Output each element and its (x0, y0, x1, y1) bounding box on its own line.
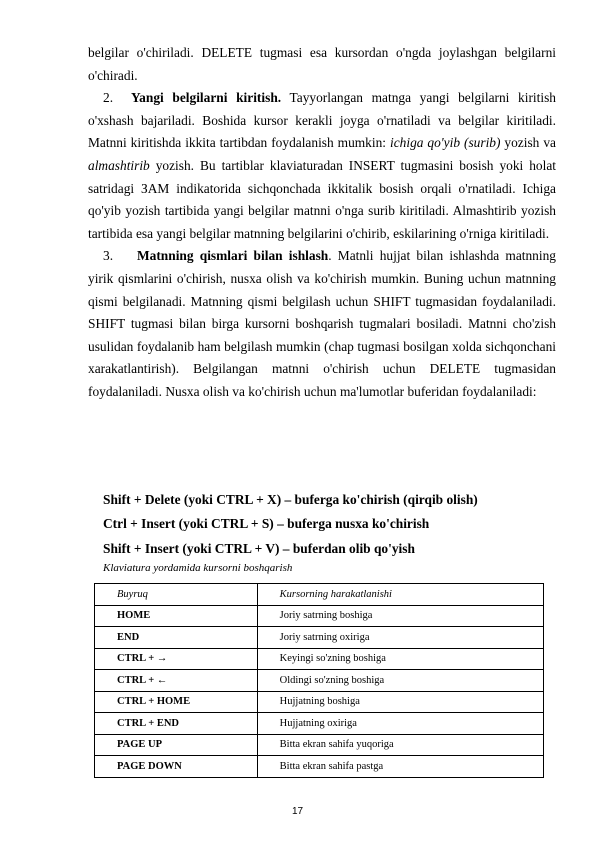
table-row (95, 627, 544, 649)
action-cell: Oldingi so'zning boshiga (257, 670, 543, 692)
item-number: 3. (103, 248, 114, 264)
key-cell: CTRL + HOME (95, 691, 258, 713)
item-title: Yangi belgilarni kiritish. (131, 90, 282, 106)
key-cell: PAGE UP (95, 734, 258, 756)
command-line: Shift + Delete (yoki CTRL + X) – buferga ko'chirish (qirqib olish) (103, 492, 478, 507)
text-run: yozish va (500, 135, 556, 151)
key-cell: CTRL + → (95, 648, 258, 670)
page-number: 17 (291, 806, 304, 817)
paragraph-3 (88, 245, 556, 403)
header-cell: Buyruq (95, 584, 258, 606)
key-cell: PAGE DOWN (95, 756, 258, 778)
key-cell: CTRL + ← (95, 670, 258, 692)
table-row (95, 648, 544, 670)
command-line: Ctrl + Insert (yoki CTRL + S) – buferga nusxa ko'chirish (103, 516, 430, 531)
key-cell: HOME (95, 605, 258, 627)
action-cell: Bitta ekran sahifa yuqoriga (257, 734, 543, 756)
action-cell: Hujjatning oxiriga (257, 713, 543, 735)
table-row (95, 691, 544, 713)
item-number: 2. (103, 90, 114, 106)
key-table (94, 583, 544, 778)
table-row (95, 734, 544, 756)
emphasis-text: ichiga qo'yib (surib) (389, 135, 501, 151)
table-row (95, 605, 544, 627)
text-run: yozish. Bu tartiblar klaviaturadan INSERT tugmasini bosish yoki holat satridagi ЗАМ indikatorida sichqonchada ikkitalik bosish orqali o'rnatiladi. Ichiga qo'yib yozish tartibida yangi belgilar matnni o'nga surib kiritiladi. Almashtirib yozish tartibida esa yangi belgilar matnning belgilarini o'chirib, eskilarining o'rniga kiritiladi. (88, 157, 556, 241)
action-cell: Keyingi so'zning boshiga (257, 648, 543, 670)
text-run: Tayyorlangan matnga yangi belgilarni kiritish o'xshash bajariladi. Boshida kursor kerakli joyga o'rnatiladi va belgilar kiritiladi. Matnni kiritishda ikkita tartibdan foydalanish mumkin: (88, 90, 556, 151)
command-line: Shift + Insert (yoki CTRL + V) – buferdan olib qo'yish (103, 541, 415, 556)
table-caption: Klaviatura yordamida kursorni boshqarish (103, 562, 293, 574)
action-cell: Joriy satrning boshiga (257, 605, 543, 627)
action-cell: Bitta ekran sahifa pastga (257, 756, 543, 778)
key-cell: END (95, 627, 258, 649)
paragraph-continuation: belgilar o'chiriladi. DELETE tugmasi esa kursordan o'ngda joylashgan belgilarni o'chiradi. (88, 45, 556, 83)
header-cell: Kursorning harakatlanishi (257, 584, 543, 606)
table-row (95, 670, 544, 692)
action-cell: Hujjatning boshiga (257, 691, 543, 713)
action-cell: Joriy satrning oxiriga (257, 627, 543, 649)
body-text (88, 42, 556, 404)
emphasis-text: almashtirib (88, 157, 150, 173)
table-header-row (95, 584, 544, 606)
paragraph-2 (88, 87, 556, 245)
key-cell: CTRL + END (95, 713, 258, 735)
text-run: . Matnli hujjat bilan ishlashda matnning yirik qismlarini o'chirish, nusxa olish va ko'chirish mumkin. Buning uchun matnning qismi belgilanadi. Matnning qismi belgilash uchun SHIFT tugmasidan foydalaniladi. SHIFT tugmasi bilan birga kursorni boshqarish tugmalari bosiladi. Matnni cho'zish usulidan foydalanib ham belgilash mumkin (chap tugmasi bosilgan xolda sichqonchani xarakatlantirish). Belgilangan matnni o'chirish uchun DELETE tugmasidan foydalaniladi. Nusxa olish va ko'chirish uchun ma'lumotlar buferidan foydalaniladi: (88, 248, 556, 399)
table-row (95, 756, 544, 778)
item-title: Matnning qismlari bilan ishlash (137, 248, 329, 264)
table-row (95, 713, 544, 735)
